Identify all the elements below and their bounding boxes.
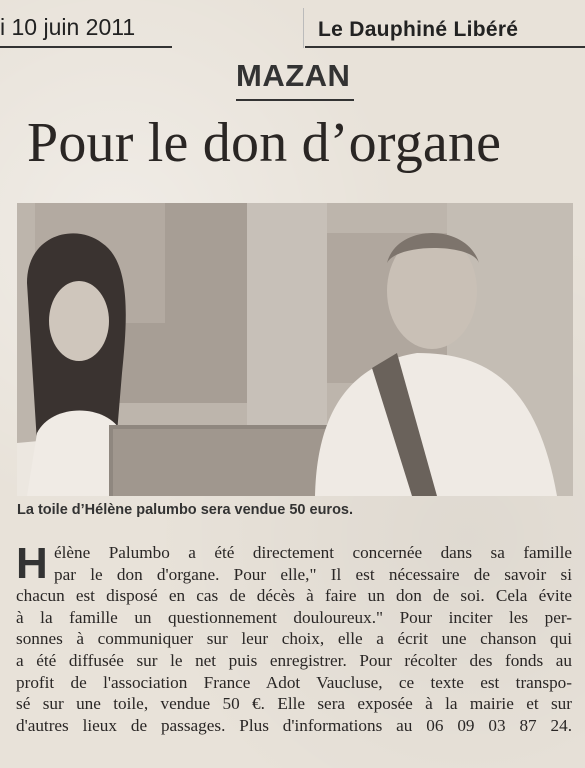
body-line: a été diffusée sur le net puis enregistrer. Pour récolter des fonds au (16, 650, 572, 670)
body-line: par le don d'organe. Pour elle," Il est nécessaire de savoir si (54, 564, 572, 584)
body-line: à la famille un questionnement douloureux." Pour inciter les per- (16, 607, 572, 627)
photo-caption: La toile d’Hélène palumbo sera vendue 50 euros. (17, 502, 354, 518)
body-line: élène Palumbo a été directement concernée dans sa famille (54, 543, 572, 562)
article-body (16, 539, 572, 736)
publication-date: i 10 juin 2011 (0, 14, 136, 40)
article-headline: Pour le don d’organe (27, 112, 502, 174)
kicker-underline (236, 99, 354, 101)
header-divider (303, 8, 304, 48)
newspaper-underline (305, 46, 585, 48)
article-photo (17, 203, 573, 496)
body-line: chacun est disposé en cas de décès à faire un don de soi. Cela évite (16, 586, 572, 606)
newspaper-name: Le Dauphiné Libéré (318, 18, 519, 41)
article-kicker: MAZAN (236, 58, 351, 93)
body-line: sonnes à communiquer sur leur choix, elle a écrit une chanson qui (16, 629, 572, 649)
date-underline (0, 46, 172, 48)
body-line: d'autres lieux de passages. Plus d'informations au 06 09 03 87 24. (16, 715, 572, 735)
body-line: sé sur une toile, vendue 50 €. Elle sera exposée à la mairie et sur (16, 694, 572, 714)
body-line: profit de l'association France Adot Vaucluse, ce texte est transpo- (16, 672, 572, 692)
drop-cap: H (16, 539, 48, 588)
